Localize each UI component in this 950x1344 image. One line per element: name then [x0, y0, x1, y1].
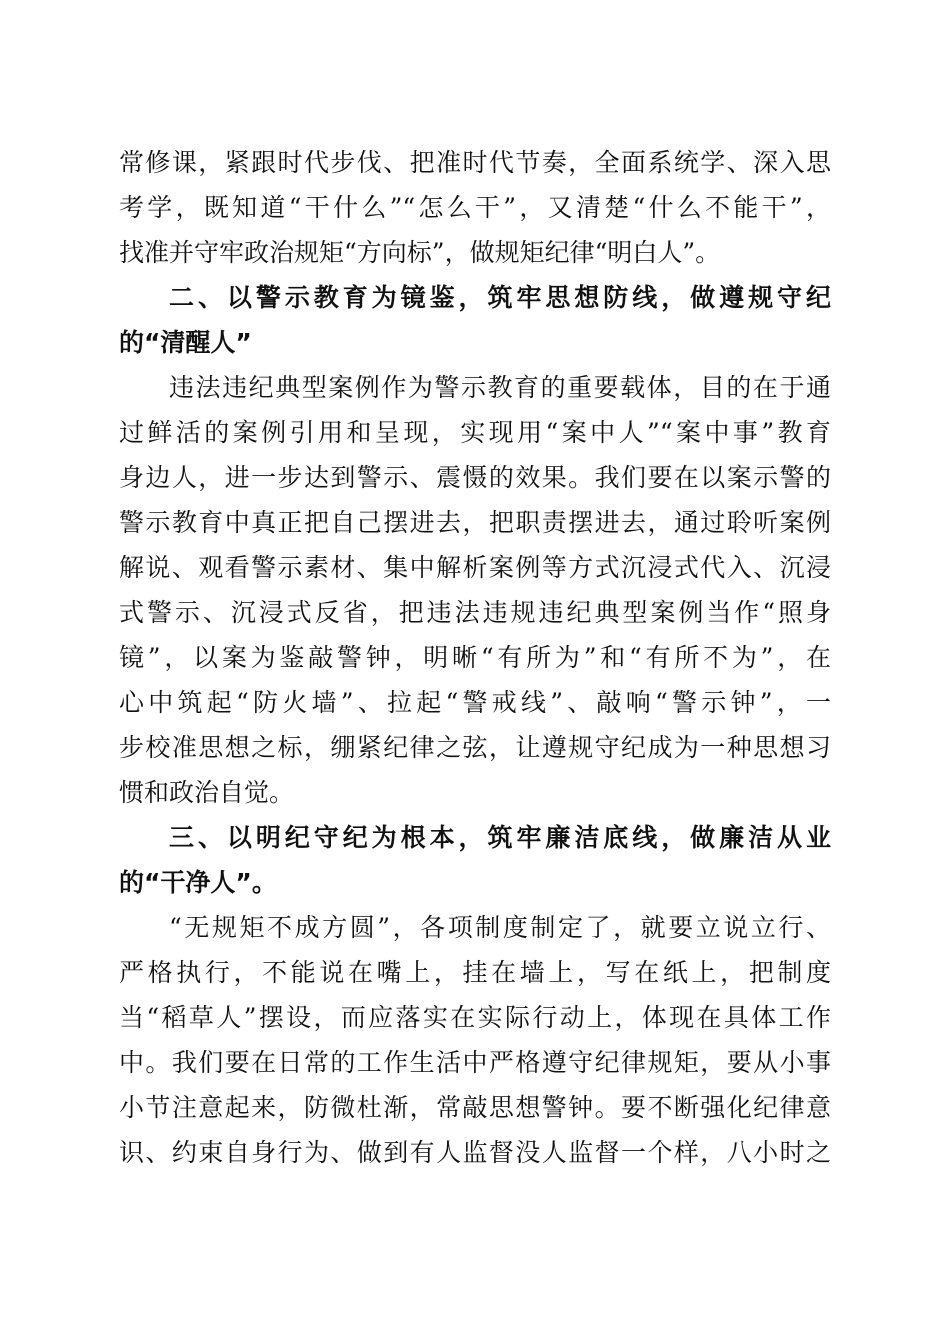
- body-text-line: 当“稻草人”摆设，而应落实在实际行动上，体现在具体工作: [119, 1003, 831, 1032]
- body-text-line: 惯和政治自觉。: [119, 778, 295, 807]
- body-text-line: 考学，既知道“干什么”“怎么干”，又清楚“什么不能干”，: [119, 193, 831, 222]
- body-text-line: 式警示、沉浸式反省，把违法违规违纪典型案例当作“照身: [119, 598, 831, 627]
- body-text-line: 违法违纪典型案例作为警示教育的重要载体，目的在于通: [169, 373, 831, 402]
- body-text-line: 警示教育中真正把自己摆进去，把职责摆进去，通过聆听案例: [119, 508, 831, 537]
- body-text-line: 常修课，紧跟时代步伐、把准时代节奏，全面系统学、深入思: [119, 148, 831, 177]
- body-text-line: 身边人，进一步达到警示、震慑的效果。我们要在以案示警的: [119, 463, 831, 492]
- body-text-line: 镜”，以案为鉴敲警钟，明晰“有所为”和“有所不为”，在: [119, 643, 831, 672]
- body-text-line: 过鲜活的案例引用和呈现，实现用“案中人”“案中事”教育: [119, 418, 831, 447]
- body-text-line: 步校准思想之标，绷紧纪律之弦，让遵规守纪成为一种思想习: [119, 733, 831, 762]
- section-heading-line: 三、以明纪守纪为根本，筑牢廉洁底线，做廉洁从业: [169, 823, 831, 852]
- body-text-line: 心中筑起“防火墙”、拉起“警戒线”、敲响“警示钟”，一: [119, 688, 831, 717]
- body-text-line: 解说、观看警示素材、集中解析案例等方式沉浸式代入、沉浸: [119, 553, 831, 582]
- body-text-line: 找准并守牢政治规矩“方向标”，做规矩纪律“明白人”。: [119, 238, 721, 267]
- body-text-line: 中。我们要在日常的工作生活中严格遵守纪律规矩，要从小事: [119, 1048, 831, 1077]
- section-heading-line: 二、以警示教育为镜鉴，筑牢思想防线，做遵规守纪: [169, 283, 831, 312]
- body-text-line: 小节注意起来，防微杜渐，常敲思想警钟。要不断强化纪律意: [119, 1093, 831, 1122]
- body-text-line: “无规矩不成方圆”，各项制度制定了，就要立说立行、: [169, 913, 831, 942]
- body-text-line: 严格执行，不能说在嘴上，挂在墙上，写在纸上，把制度: [119, 958, 831, 987]
- body-text-line: 识、约束自身行为、做到有人监督没人监督一个样，八小时之: [119, 1138, 831, 1167]
- section-heading-line: 的“清醒人”: [119, 328, 252, 357]
- section-heading-line: 的“干净人”。: [119, 868, 277, 897]
